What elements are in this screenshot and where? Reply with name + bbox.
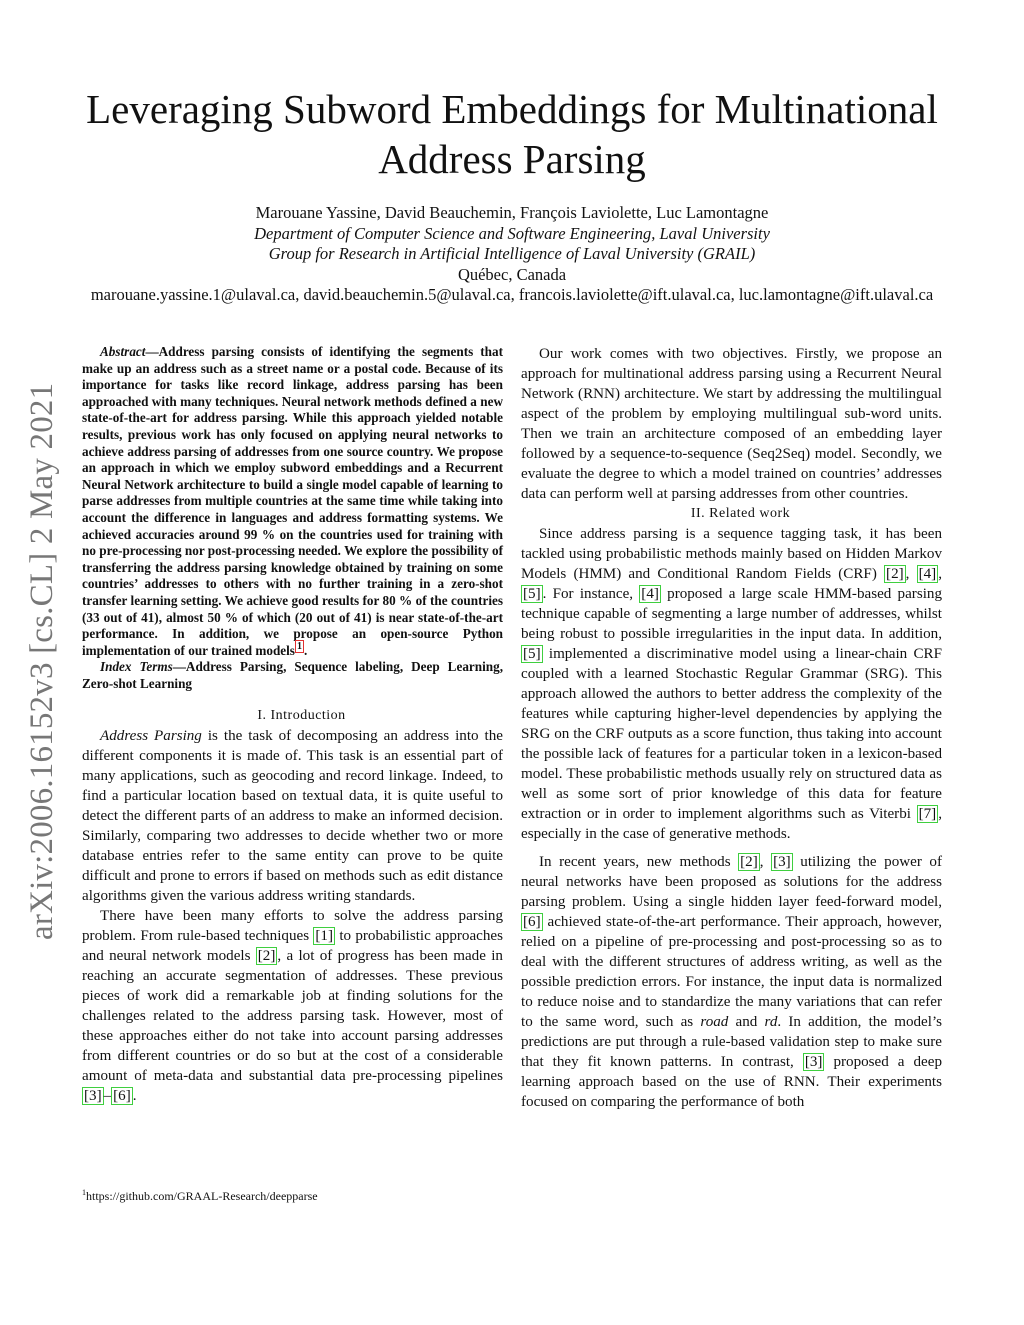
paper-title: [60, 84, 964, 184]
footnote: [82, 1185, 503, 1204]
index-terms: [82, 659, 503, 692]
citation-link[interactable]: [3]: [773, 854, 791, 870]
citation-link[interactable]: [1]: [315, 928, 334, 945]
abstract: Abstract—Address parsing consists of identifying the segments that make up an address such as a street name or a postal code. Because of its importance for tasks like record linkage, address parsing has been approached with many techniques. Neural network methods defined a new state-of-the-art for address parsing. While this approach yielded notable results, previous work has only focused on applying neural networks to achieve address parsing of addresses from one source country. We propose an approach in which we employ subword embeddings and a Recurrent Neural Network architecture to build a single model capable of learning to parse addresses from multiple countries at the same time while taking into account the difference in languages and address formatting systems. We achieved accuracies around 99 % on the countries used for training with no pre-processing nor post-processing needed. We explore the possibility of transferring the address parsing knowledge obtained by training on some countries’ addresses to others with no further training in a zero-shot transfer learning setting. We achieve good results for 80 % of the countries (33 out of 41), almost 50 % of which (20 out of 41) is near state-of-the-art performance. In addition, we propose an open-source Python implementation of our trained models $^1$ .: [82, 344, 503, 658]
affiliation-1: Department of Computer Science and Software Engineering, Laval University: [254, 223, 770, 243]
abstract-text: —Address parsing consists of identifying the segments that make up an address such as a street name or a postal code. Because of its importance for tasks like record linkage, address parsing has been approached with many techniques. Neural network methods defined a new state-of-the-art for address parsing. While this approach yielded notable results, previous work has only focused on applying neural networks to achieve address parsing of addresses from one source country. We propose an approach in which we employ subword embeddings and a Recurrent Neural Network architecture to build a single model capable of learning to parse addresses from multiple countries at the same time while taking into account the difference in languages and address formatting systems. We achieved accuracies around 99 % on the countries used for training with no pre-processing nor post-processing needed. We explore the possibility of transferring the address parsing knowledge obtained by training on some countries’ addresses to others with no further training in a zero-shot transfer learning setting. We achieve good results for 80 % of the countries (33 out of 41), almost 50 % of which (20 out of 41) is near state-of-the-art performance. In addition, we propose an open-source Python implementation of our trained models: [82, 344, 503, 658]
section-heading-related-work: II. Related work: [690, 506, 791, 521]
citation-link[interactable]: [6]: [113, 1088, 131, 1105]
citation-link[interactable]: [2]: [886, 566, 904, 582]
citation-link[interactable]: [5]: [523, 646, 541, 662]
title-line-2: Address Parsing: [378, 136, 646, 182]
footnote-url[interactable]: https://github.com/GRAAL-Research/deepparse: [86, 1189, 318, 1203]
related-work-paragraph-2: In recent years, new methods [2] , [3] utilizing the power of neural networks have been proposed as solutions for the address parsing problem. Using a single hidden layer feed-forward model, [6] achieved state-of-the-art performance. Their approach, however, relied on a pipeline of pre-processing and post-processing so as to deal with the different structures of address writing, as well as the possible prediction errors. For instance, the input data is normalized to reduce noise and to standardize the many variations that can refer to the same word, such as road and rd. In addition, the model’s predictions are put through a rule-based validation step to make sure that they fit known patterns. In contrast, [3] proposed a deep learning approach based on the use of RNN. Their experiments focused on comparing the performance of both: [521, 854, 943, 1110]
objectives-paragraph: Our work comes with two objectives. Firstly, we propose an approach for multinational address parsing using a Recurrent Neural Network (RNN) architecture. We start by addressing the multilingual aspect of the problem by employing multilingual sub-word units. Then we train an architecture composed of an embedding layer followed by a sequence-to-sequence (Seq2Seq) model. Secondly, we evaluate the degree to which a model trained on countries’ addresses data can perform well at parsing addresses from other countries.: [521, 346, 942, 502]
index-terms-text: —Address Parsing, Sequence labeling, Deep Learning, Zero-shot Learning: [82, 659, 503, 691]
affiliation-2: Group for Research in Artificial Intelligence of Laval University (GRAIL): [268, 244, 756, 263]
citation-link[interactable]: [2]: [740, 854, 758, 870]
citation-link[interactable]: [3]: [84, 1088, 102, 1105]
intro-paragraph-1: Address Parsing is the task of decomposing an address into the different components it is made of. This task is an essential part of many applications, such as geocoding and record linkage. Indeed, to find a particular location based on textual data, it is quite useful to detect the different parts of an address to make an informed decision. Similarly, comparing two addresses to decide whether two or more database entries refer to the same entity can prove to be quite difficult and prone to errors if based on methods such as edit distance algorithms given the various address writing standards.: [82, 728, 503, 905]
related-work-paragraph-1: Since address parsing is a sequence tagging task, it has been tackled using probabilistic methods mainly based on Hidden Markov Models (HMM) and Conditional Random Fields (CRF) [2] , [4] , [5] . For instance, [4] proposed a large scale HMM-based parsing technique capable of segmenting a large number of addresses, whilst being robust to possible irregularities in the input data. In addition, [5] implemented a discriminative model using a linear-chain CRF coupled with a learned Stochastic Regular Grammar (SRG). This approach allowed the authors to better address the complexity of the features while capturing higher-level dependencies by applying the SRG on the CRF outputs as a score function, thus taking into account the possible lack of features for a particular token in a lexicon-based model. These probabilistic methods usually rely on structured data as well as some sort of prior knowledge of this data for feature extraction or in order to implement algorithms such as Viterbi [7] , especially in the case of generative methods.: [521, 526, 942, 842]
citation-link[interactable]: [3]: [804, 1054, 823, 1070]
author-emails: marouane.yassine.1@ulaval.ca, david.beauchemin.5@ulaval.ca, francois.laviolette@ift.ulaval.ca, luc.lamontagne@ift.ulaval.ca: [90, 285, 934, 304]
citation-link[interactable]: [4]: [641, 586, 659, 602]
abstract-label: Abstract: [100, 344, 146, 359]
location: Québec, Canada: [457, 264, 567, 284]
author-names: Marouane Yassine, David Beauchemin, François Laviolette, Luc Lamontagne: [255, 203, 769, 222]
left-column: [82, 344, 503, 1106]
arxiv-stamp: arXiv:2006.16152v3 [cs.CL] 2 May 2021: [24, 382, 60, 940]
citation-link[interactable]: [4]: [918, 566, 937, 582]
footnote-link[interactable]: 1: [296, 641, 302, 653]
footnote-mark: 1: [82, 1188, 86, 1197]
right-column: [521, 344, 942, 1112]
citation-link[interactable]: [6]: [523, 914, 541, 930]
section-heading-introduction: I. Introduction: [257, 708, 346, 724]
index-terms-label: Index Terms: [100, 659, 173, 675]
citation-link[interactable]: [7]: [918, 806, 937, 822]
author-block: [0, 203, 1024, 306]
citation-link[interactable]: [5]: [523, 586, 541, 602]
citation-link[interactable]: [2]: [257, 948, 276, 965]
intro-paragraph-2: There have been many efforts to solve the address parsing problem. From rule-based techniques [1] to probabilistic approaches and neural network models [2] , a lot of progress has been made in reaching an accurate segmentation of addresses. These previous pieces of work did a remarkable job at finding solutions for the challenges related to the address parsing task. However, most of these approaches either do not take into account parsing addresses from different countries or do so but at the cost of a considerable amount of meta-data and substantial data pre-processing pipelines [3] – [6] .: [82, 908, 504, 1105]
title-line-1: Leveraging Subword Embeddings for Multinational: [86, 86, 938, 132]
